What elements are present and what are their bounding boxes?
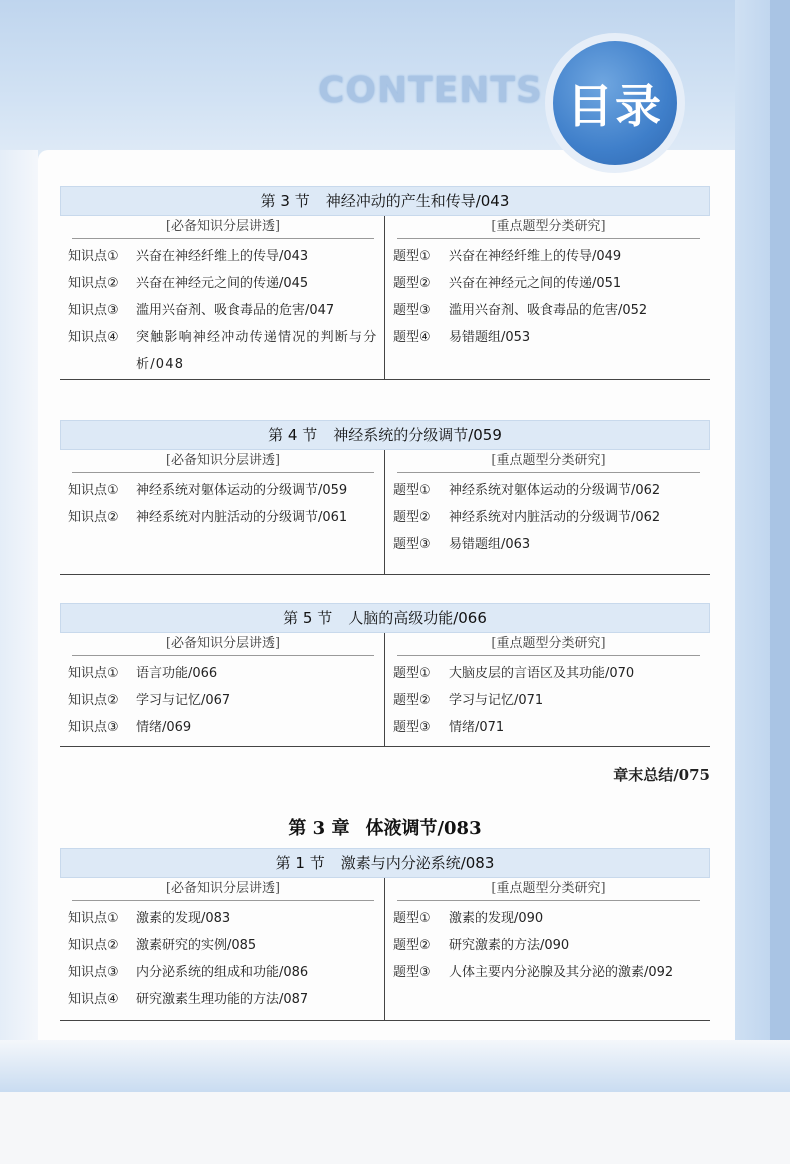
contents-heading: CONTENTS xyxy=(318,70,543,111)
section-title[interactable]: 激素与内分泌系统/083 xyxy=(340,854,495,872)
question-banner: [重点题型分类研究] xyxy=(397,450,700,473)
list-item[interactable]: 知识点① 兴奋在神经纤维上的传导/043 xyxy=(68,249,309,264)
list-item[interactable]: 知识点① 神经系统对躯体运动的分级调节/059 xyxy=(68,483,348,498)
question-column xyxy=(385,878,710,1020)
list-item[interactable]: 题型② 兴奋在神经元之间的传递/051 xyxy=(393,276,622,291)
list-item[interactable]: 知识点④ 研究激素生理功能的方法/087 xyxy=(68,992,309,1007)
list-item[interactable]: 题型③ 滥用兴奋剂、吸食毒品的危害/052 xyxy=(393,303,648,318)
list-item[interactable]: 题型① 兴奋在神经纤维上的传导/049 xyxy=(393,249,622,264)
knowledge-column xyxy=(60,633,385,746)
section-columns xyxy=(60,216,710,380)
list-item[interactable]: 知识点④ 突触影响神经冲动传递情况的判断与分析/048 xyxy=(68,330,378,372)
chapter-heading xyxy=(60,814,710,840)
list-item[interactable]: 知识点① 语言功能/066 xyxy=(68,666,218,681)
chapter-summary-link[interactable]: 章末总结/075 xyxy=(613,766,710,784)
list-item[interactable]: 题型② 神经系统对内脏活动的分级调节/062 xyxy=(393,510,661,525)
section-title[interactable]: 神经系统的分级调节/059 xyxy=(333,426,502,444)
list-item[interactable]: 题型③ 人体主要内分泌腺及其分泌的激素/092 xyxy=(393,965,674,980)
right-edge xyxy=(770,0,790,1090)
list-item[interactable]: 题型② 学习与记忆/071 xyxy=(393,693,544,708)
section-title[interactable]: 神经冲动的产生和传导/043 xyxy=(325,192,510,210)
section-columns xyxy=(60,450,710,575)
section-1 xyxy=(60,848,710,1021)
mulu-badge xyxy=(545,33,685,173)
knowledge-banner: [必备知识分层讲透] xyxy=(72,633,374,656)
question-banner: [重点题型分类研究] xyxy=(397,633,700,656)
list-item[interactable]: 知识点② 激素研究的实例/085 xyxy=(68,938,257,953)
section-number: 第 4 节 xyxy=(268,426,318,444)
section-number: 第 1 节 xyxy=(275,854,325,872)
mulu-title: 目录 xyxy=(567,79,663,133)
list-item[interactable]: 题型④ 易错题组/053 xyxy=(393,330,531,345)
list-item[interactable]: 知识点② 神经系统对内脏活动的分级调节/061 xyxy=(68,510,348,525)
section-5 xyxy=(60,603,710,747)
section-3 xyxy=(60,186,710,380)
section-4 xyxy=(60,420,710,575)
knowledge-column xyxy=(60,450,385,574)
list-item[interactable]: 知识点③ 滥用兴奋剂、吸食毒品的危害/047 xyxy=(68,303,335,318)
knowledge-column xyxy=(60,216,385,379)
knowledge-banner: [必备知识分层讲透] xyxy=(72,450,374,473)
question-banner: [重点题型分类研究] xyxy=(397,216,700,239)
section-columns xyxy=(60,878,710,1021)
bottom-band xyxy=(0,1040,790,1092)
knowledge-banner: [必备知识分层讲透] xyxy=(72,216,374,239)
list-item[interactable]: 题型③ 易错题组/063 xyxy=(393,537,531,552)
knowledge-banner: [必备知识分层讲透] xyxy=(72,878,374,901)
section-header xyxy=(60,848,710,878)
list-item[interactable]: 题型② 研究激素的方法/090 xyxy=(393,938,570,953)
section-header xyxy=(60,186,710,216)
section-number: 第 3 节 xyxy=(260,192,310,210)
list-item[interactable]: 知识点① 激素的发现/083 xyxy=(68,911,231,926)
list-item[interactable]: 题型③ 情绪/071 xyxy=(393,720,505,735)
knowledge-column xyxy=(60,878,385,1020)
list-item[interactable]: 知识点② 兴奋在神经元之间的传递/045 xyxy=(68,276,309,291)
list-item[interactable]: 知识点③ 情绪/069 xyxy=(68,720,192,735)
question-column xyxy=(385,633,710,746)
section-header xyxy=(60,603,710,633)
list-item[interactable]: 题型① 大脑皮层的言语区及其功能/070 xyxy=(393,666,635,681)
chapter-title[interactable]: 体液调节/083 xyxy=(365,818,482,839)
list-item[interactable]: 知识点② 学习与记忆/067 xyxy=(68,693,231,708)
question-column xyxy=(385,216,710,379)
section-title[interactable]: 人脑的高级功能/066 xyxy=(348,609,487,627)
question-column xyxy=(385,450,710,574)
section-columns xyxy=(60,633,710,747)
left-band xyxy=(0,150,38,1090)
chapter-number: 第 3 章 xyxy=(288,818,350,839)
list-item[interactable]: 题型① 神经系统对躯体运动的分级调节/062 xyxy=(393,483,661,498)
list-item[interactable]: 题型① 激素的发现/090 xyxy=(393,911,544,926)
question-banner: [重点题型分类研究] xyxy=(397,878,700,901)
list-item[interactable]: 知识点③ 内分泌系统的组成和功能/086 xyxy=(68,965,309,980)
section-header xyxy=(60,420,710,450)
section-number: 第 5 节 xyxy=(283,609,333,627)
